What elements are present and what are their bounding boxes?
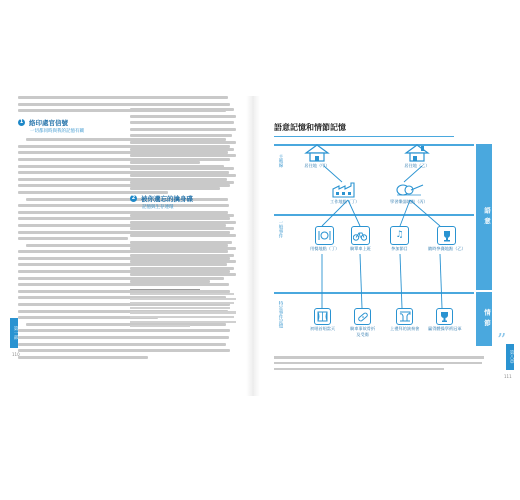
node-championship: [428, 308, 462, 332]
node-accident: [350, 308, 375, 338]
node-competition: [428, 226, 466, 252]
left-side-tab-label: 第一部: [13, 326, 18, 340]
node-cycling: [350, 226, 371, 252]
node-music-school: [390, 182, 428, 205]
episodic-side-bar-label: 情節: [483, 308, 491, 330]
semantic-side-bar-label: 語意: [483, 206, 491, 228]
meal-icon: [315, 226, 334, 245]
node-concert: [390, 308, 419, 332]
house-icon: [404, 144, 430, 162]
cup-icon: [436, 308, 453, 325]
gutter-shadow: [246, 96, 260, 396]
section-1-title: 絡印處官信號: [29, 118, 68, 127]
semantic-side-bar: [476, 144, 492, 290]
section-2-heading: [130, 194, 238, 202]
node-workplace: [330, 182, 359, 205]
node-music-school-label: 學習樂器地點（丙）: [390, 199, 428, 204]
left-page-column-2: [130, 96, 238, 396]
episodic-side-bar: [476, 292, 492, 346]
diagram-caption: [274, 356, 484, 373]
right-page: [262, 96, 492, 396]
stage-icon: [396, 308, 413, 325]
trophy-icon: [437, 226, 456, 245]
row-label-2: 一般事件: [278, 220, 283, 238]
node-residence-b: [404, 144, 430, 169]
row-label-1: 主地線: [278, 154, 283, 168]
section-2-title: 被你遺忘的擒身碟: [141, 194, 193, 203]
node-competition-label: 隨時參賽地點（乙）: [428, 246, 466, 251]
house-icon: [304, 144, 330, 162]
bicycle-icon: [351, 226, 370, 245]
node-dining-label: 用餐地點（丁）: [310, 246, 340, 251]
music-icon: ♫: [390, 226, 409, 245]
node-first-sing: [310, 308, 335, 332]
window-icon: [314, 308, 331, 325]
right-corner-tab-label: 第八章: [509, 350, 514, 364]
section-1-subtitle: 一切都同時與我的記憶有關: [30, 129, 84, 135]
section-1-number: 1: [19, 118, 24, 125]
section-2-number: 2: [131, 194, 136, 201]
node-first-sing-label: 初唱首唱當天: [310, 326, 336, 331]
node-dining: [310, 226, 339, 252]
right-corner-tab: [506, 344, 514, 370]
violin-icon: [394, 182, 424, 198]
bandage-icon: [354, 308, 371, 325]
section-2-subtitle: 記憶與生存連環: [142, 205, 174, 211]
quote-mark-icon: ”: [497, 330, 507, 351]
node-residence-a-label: 居住地（甲）: [304, 163, 330, 168]
row-label-3: 特定事件記憶: [278, 301, 283, 328]
node-accident-label: 騎車事故骨折 及受傷: [350, 326, 376, 337]
left-page-number: 110: [12, 352, 20, 357]
factory-icon: [332, 182, 358, 198]
node-workplace-label: 工作地點（丁）: [330, 199, 360, 204]
footnotes: [130, 293, 238, 327]
node-performance: [390, 226, 409, 252]
node-concert-label: 上禮拜的演奏會: [390, 326, 420, 331]
node-cycling-label: 騎單車上班: [350, 246, 371, 251]
node-residence-b-label: 居住地（乙）: [404, 163, 430, 168]
footnote-rule: [130, 289, 200, 290]
node-performance-label: 參加節目: [391, 246, 408, 251]
right-page-number: 111: [504, 374, 512, 379]
diagram-title: 語意記憶和情節記憶: [274, 123, 346, 132]
left-side-tab: [10, 318, 18, 348]
node-championship-label: 贏得體操學術冠軍: [428, 326, 462, 331]
node-residence-a: [304, 144, 330, 169]
